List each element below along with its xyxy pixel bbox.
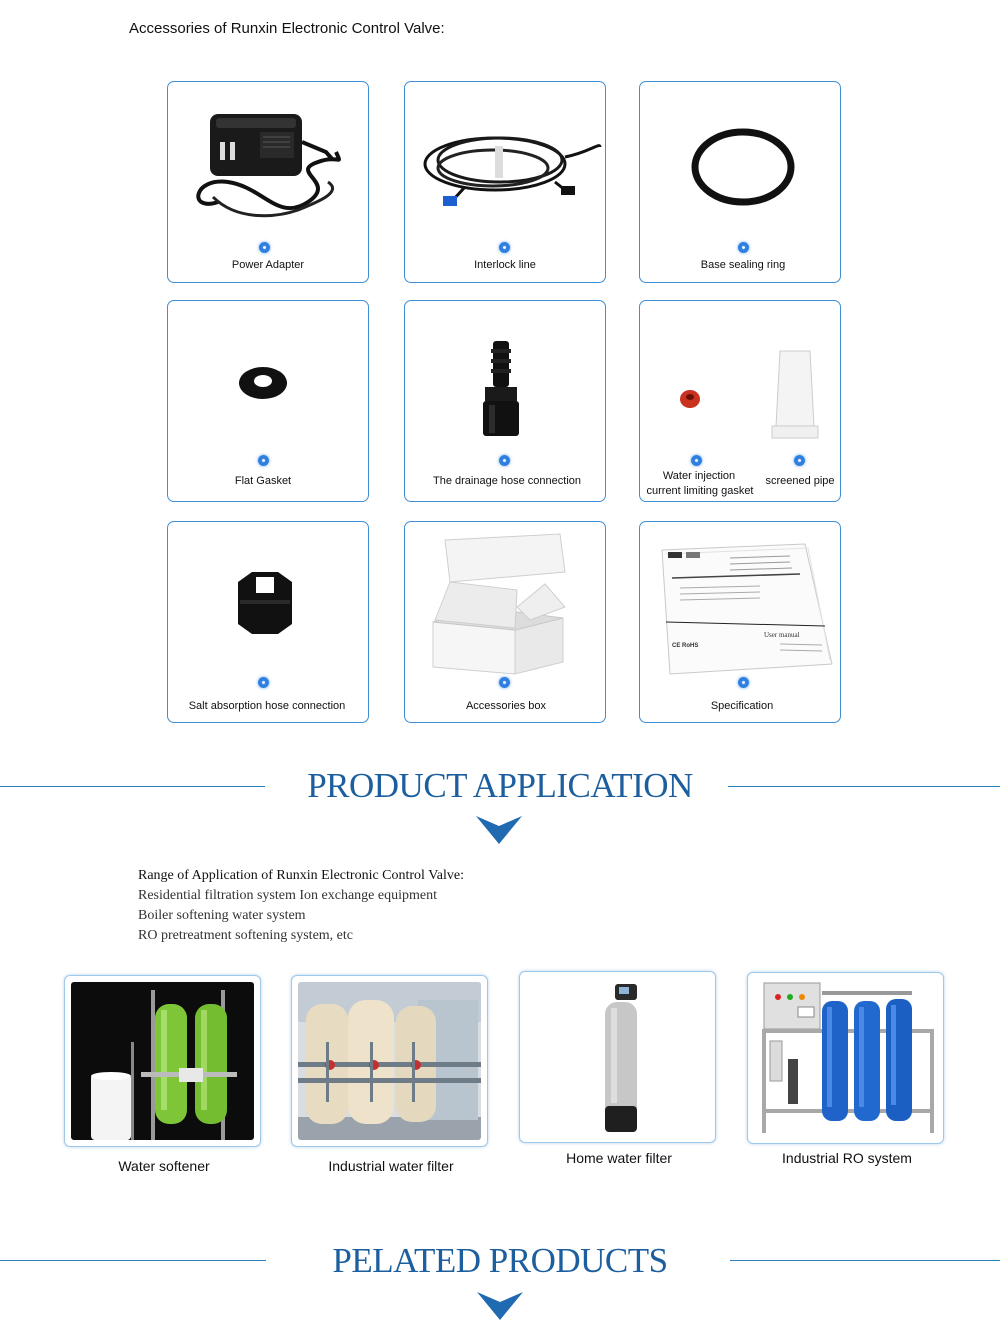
bullet-dot [499,455,510,466]
specification-manual-image [640,522,842,682]
app-industrial-ro[interactable] [747,972,944,1144]
accessories-box-image [405,522,607,682]
power-adapter-image [168,82,370,242]
power-adapter-label: Power Adapter [231,259,305,271]
bullet-dot [794,455,805,466]
industrial-water-filter-image [298,982,481,1140]
chevron-down-icon [476,814,522,846]
app-industrial-water-filter[interactable] [291,975,488,1147]
industrial-ro-label: Industrial RO system [782,1150,912,1166]
card-interlock-line[interactable] [404,81,606,283]
base-sealing-ring-image [640,82,842,242]
product-application-title: PRODUCT APPLICATION [307,766,693,805]
bullet-dot [258,677,269,688]
card-drainage-hose[interactable] [404,300,606,502]
interlock-line-image [405,82,607,242]
flat-gasket-label: Flat Gasket [234,475,292,487]
base-sealing-ring-label: Base sealing ring [700,259,786,271]
card-flat-gasket[interactable] [167,300,369,502]
water-injection-label-1: Water injection [662,470,736,482]
screened-pipe-label: screened pipe [765,475,835,487]
flat-gasket-image [168,301,370,461]
card-power-adapter[interactable] [167,81,369,283]
bullet-dot [499,677,510,688]
industrial-ro-image [754,979,937,1137]
application-range-text [138,866,464,946]
specification-label: Specification [710,700,774,712]
home-water-filter-image [526,978,709,1136]
water-injection-label-2: current limiting gasket [646,485,754,497]
bullet-dot [259,242,270,253]
card-specification[interactable] [639,521,841,723]
accessories-box-label: Accessories box [465,700,547,712]
range-line: Boiler softening water system [138,908,306,923]
bullet-dot [738,242,749,253]
card-base-sealing-ring[interactable] [639,81,841,283]
card-salt-absorption[interactable] [167,521,369,723]
interlock-line-label: Interlock line [474,259,536,271]
salt-absorption-hose-connection-image [168,522,370,682]
drainage-hose-connection-image [405,301,607,461]
bullet-dot [499,242,510,253]
chevron-down-icon [477,1290,523,1322]
app-water-softener[interactable] [64,975,261,1147]
manual-title-text: User manual [764,631,800,639]
water-softener-image [71,982,254,1140]
range-title: Range of Application of Runxin Electronic Control Valve: [138,868,464,883]
card-accessories-box[interactable] [404,521,606,723]
bullet-dot [691,455,702,466]
range-line: RO pretreatment softening system, etc [138,928,353,943]
app-home-water-filter[interactable] [519,971,716,1143]
salt-absorption-label: Salt absorption hose connection [188,700,346,712]
water-injection-image [640,301,842,461]
range-line: Residential filtration system Ion exchange equipment [138,888,437,903]
manual-cert-text: CE RoHS [672,643,699,649]
industrial-water-filter-label: Industrial water filter [328,1158,454,1174]
related-products-title: PELATED PRODUCTS [332,1241,668,1280]
water-softener-label: Water softener [118,1158,210,1174]
bullet-dot [258,455,269,466]
home-water-filter-label: Home water filter [566,1150,672,1166]
accessories-heading: Accessories of Runxin Electronic Control Valve: [129,20,445,37]
card-water-injection[interactable] [639,300,841,502]
drainage-hose-label: The drainage hose connection [433,475,581,487]
bullet-dot [738,677,749,688]
